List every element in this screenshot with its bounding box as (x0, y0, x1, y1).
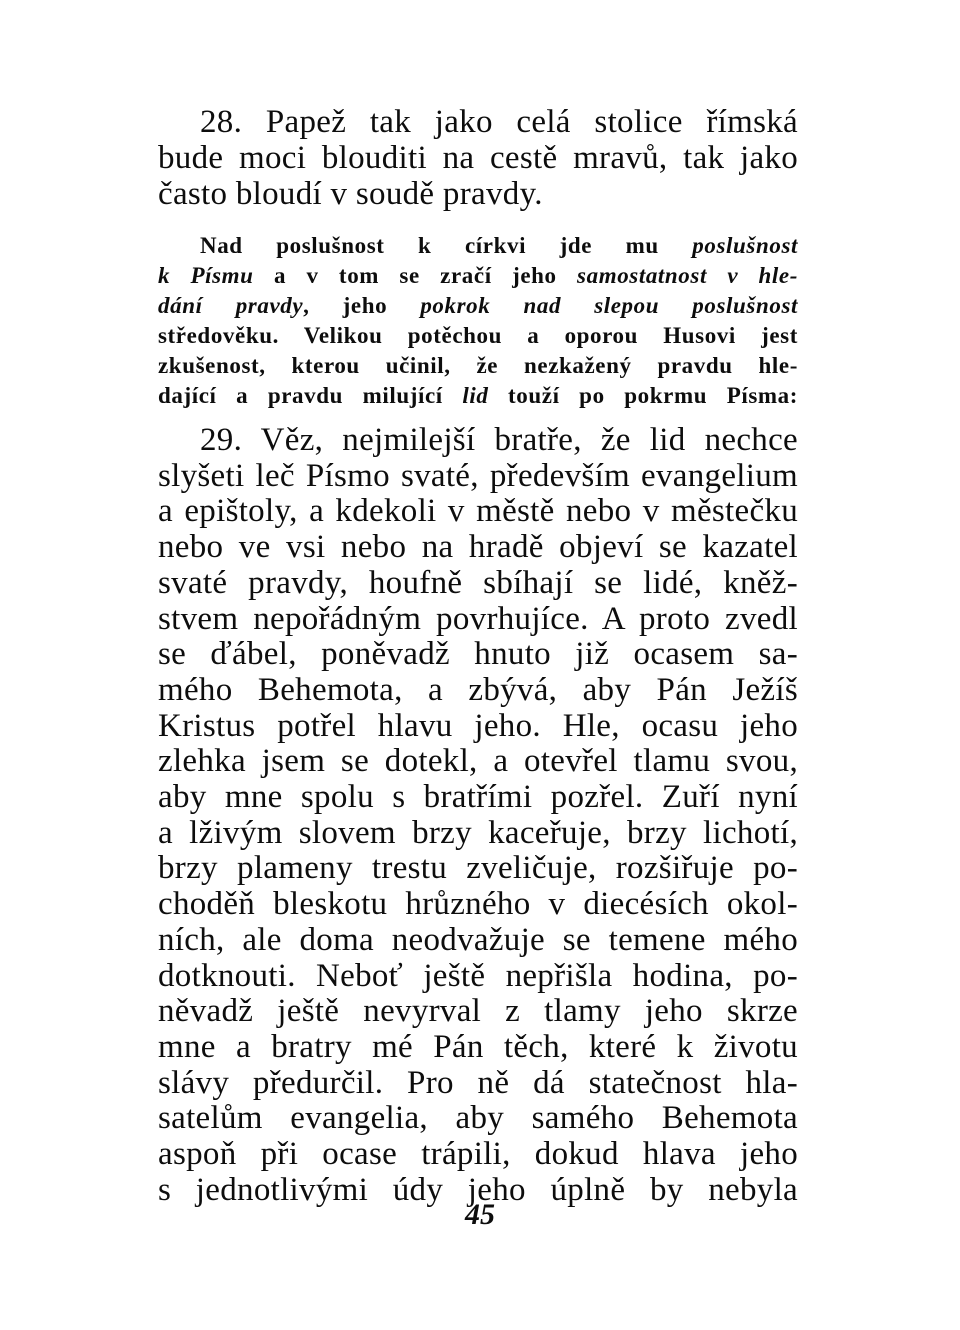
text-line: a epištoly, a kdekoli v městě nebo v městečku (158, 493, 798, 530)
text-line: aspoň při ocase trápili, dokud hlava jeho (158, 1136, 798, 1172)
text-run: touží po pokrmu Písma: (488, 383, 798, 408)
text-line: něvadž ještě nevyrval z tlamy jeho skrze (158, 993, 798, 1030)
text-line: satelům evangelia, aby samého Behemota (158, 1100, 798, 1137)
italic-run: dání pravdy (158, 293, 304, 318)
text-run: dající a pravdu milující (158, 383, 463, 408)
text-line: aby mne spolu s bratřími pozřel. Zuří nyní (158, 779, 798, 815)
text-line: brzy plameny trestu zveličuje, rozšiřuje po- (158, 850, 798, 887)
text-line: 28. Papež tak jako celá stolice římská (200, 104, 798, 140)
text-line: zlehka jsem se dotekl, a otevřel tlamu svou, (158, 743, 798, 780)
text-line: stvem nepořádným povrhujíce. A proto zvedl (158, 600, 798, 637)
text-line: s jednotlivými údy jeho úplně by nebyla (158, 1171, 798, 1208)
text-run: , jeho (303, 293, 421, 318)
text-line: dotknouti. Neboť ještě nepřišla hodina, po- (158, 957, 798, 994)
text-line: bude moci blouditi na cestě mravů, tak jako (158, 140, 798, 176)
text-line: Kristus potřel hlavu jeho. Hle, ocasu jeho (158, 707, 798, 744)
text-line: se ďábel, poněvadž hnuto již ocasem sa- (158, 636, 798, 673)
text-line: ních, ale doma neodvažuje se temene mého (158, 921, 798, 958)
text-line: slyšeti leč Písmo svaté, především evangelium (158, 457, 798, 494)
italic-run: k Písmu (158, 263, 254, 288)
page-number: 45 (465, 1198, 495, 1231)
text-line (200, 233, 798, 259)
text-line: svaté pravdy, houfně sbíhají se lidé, kněž- (158, 564, 798, 601)
text-line: často bloudí v soudě pravdy. (158, 176, 543, 212)
text-line: mého Behemota, a zbývá, aby Pán Ježíš (158, 671, 798, 708)
italic-run: poslušnost (692, 233, 798, 258)
text-run: a v tom se zračí jeho (253, 263, 578, 288)
italic-run: samostatnost v hle- (577, 263, 798, 288)
italic-run: pokrok nad slepou poslušnost (420, 293, 798, 318)
italic-run: lid (462, 383, 489, 408)
text-line: středověku. Velikou potěchou a oporou Husovi jest (158, 323, 798, 348)
text-line (158, 263, 798, 289)
text-line (158, 293, 798, 319)
text-run: Nad poslušnost k církvi jde mu (200, 233, 693, 258)
text-line: 29. Věz, nejmilejší bratře, že lid nechce (200, 422, 798, 458)
text-line (158, 383, 798, 409)
text-line: zkušenost, kterou učinil, že nezkažený pravdu hle- (158, 353, 798, 378)
text-line: a lživým slovem brzy kaceřuje, brzy lichotí, (158, 814, 798, 851)
text-line: choděň bleskotu hrůzného v diecésích okol- (158, 886, 798, 923)
text-line: nebo ve vsi nebo na hradě objeví se kazatel (158, 529, 798, 566)
text-line: mne a bratry mé Pán těch, které k životu (158, 1028, 798, 1065)
text-line: slávy předurčil. Pro ně dá statečnost hla- (158, 1064, 798, 1101)
